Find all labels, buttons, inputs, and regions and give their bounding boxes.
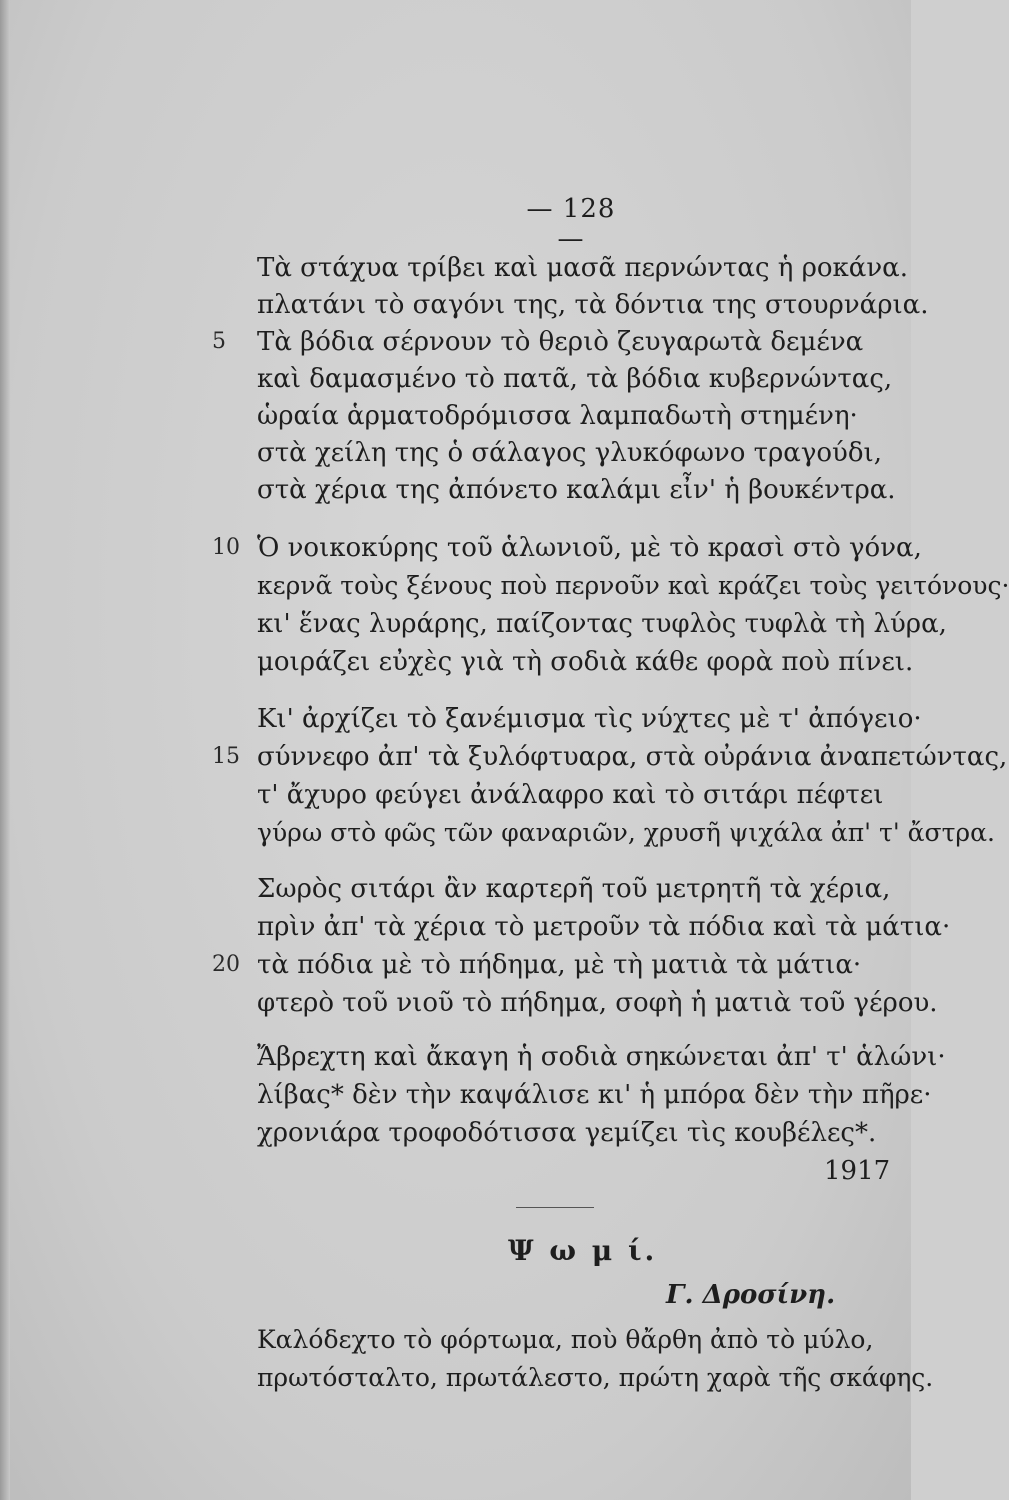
verse-line: κι' ἕνας λυράρης, παίζοντας τυφλὸς τυφλὰ τὴ λύρα, xyxy=(257,609,947,639)
poem-author: Γ. Δροσίνη. xyxy=(666,1280,836,1310)
verse-line: Τὰ στάχυα τρίβει καὶ μασᾶ περνώντας ἡ ροκάνα. xyxy=(257,253,908,283)
verse-line: πρωτόσταλτο, πρωτάλεστο, πρώτη χαρὰ τῆς σκάφης. xyxy=(257,1363,934,1392)
verse-line: καὶ δαμασμένο τὸ πατᾶ, τὰ βόδια κυβερνώντας, xyxy=(257,364,893,394)
verse-line: Ὁ νοικοκύρης τοῦ ἁλωνιοῦ, μὲ τὸ κρασὶ στὸ γόνα, xyxy=(257,533,922,563)
verse-line: κερνᾶ τοὺς ξένους ποὺ περνοῦν καὶ κράζει τοὺς γειτόνους· xyxy=(257,571,1009,600)
verse-line: γύρω στὸ φῶς τῶν φαναριῶν, χρυσῆ ψιχάλα ἀπ' τ' ἄστρα. xyxy=(257,818,995,847)
verse-line: πρὶν ἀπ' τὰ χέρια τὸ μετροῦν τὰ πόδια καὶ τὰ μάτια· xyxy=(257,912,951,942)
section-divider xyxy=(516,1207,594,1208)
verse-line: τ' ἄχυρο φεύγει ἀνάλαφρο καὶ τὸ σιτάρι πέφτει xyxy=(257,780,884,810)
verse-line: στὰ χείλη της ὁ σάλαγος γλυκόφωνο τραγούδι, xyxy=(257,438,882,468)
verse-line: Σωρὸς σιτάρι ἂν καρτερῆ τοῦ μετρητῆ τὰ χέρια, xyxy=(257,874,891,904)
verse-line: Ἄβρεχτη καὶ ἄκαγη ἡ σοδιὰ σηκώνεται ἀπ' τ' ἁλώνι· xyxy=(257,1042,946,1072)
verse-line: στὰ χέρια της ἀπόνετο καλάμι εἶν' ἡ βουκέντρα. xyxy=(257,475,896,505)
verse-line: ὡραία ἁρματοδρόμισσα λαμπαδωτὴ στημένη· xyxy=(257,401,858,431)
line-number: 5 xyxy=(212,329,226,354)
verse-line: Τὰ βόδια σέρνουν τὸ θεριὸ ζευγαρωτὰ δεμένα xyxy=(257,327,864,357)
verse-line: Καλόδεχτο τὸ φόρτωμα, ποὺ θἄρθη ἀπὸ τὸ μύλο, xyxy=(257,1325,874,1354)
verse-line: σύννεφο ἀπ' τὰ ξυλόφτυαρα, στὰ οὐράνια ἀναπετώντας, xyxy=(257,742,1008,772)
verse-line: λίβας* δὲν τὴν καψάλισε κι' ἡ μπόρα δὲν τὴν πῆρε· xyxy=(257,1080,932,1110)
line-number: 15 xyxy=(212,744,240,769)
verse-line: Κι' ἀρχίζει τὸ ξανέμισμα τὶς νύχτες μὲ τ' ἀπόγειο· xyxy=(257,704,922,734)
verse-line: μοιράζει εὐχὲς γιὰ τὴ σοδιὰ κάθε φορὰ ποὺ πίνει. xyxy=(257,647,914,677)
page-spine-shadow xyxy=(0,0,10,1500)
verse-line: τὰ πόδια μὲ τὸ πήδημα, μὲ τὴ ματιὰ τὰ μάτια· xyxy=(257,950,862,980)
verse-line: φτερὸ τοῦ νιοῦ τὸ πήδημα, σοφὴ ἡ ματιὰ τοῦ γέρου. xyxy=(257,988,938,1018)
page-number: — 128 — xyxy=(526,194,616,254)
poem-title: Ψ ω μ ί. xyxy=(508,1234,658,1267)
line-number: 20 xyxy=(212,952,240,977)
verse-line: χρονιάρα τροφοδότισσα γεμίζει τὶς κουβέλες*. xyxy=(257,1118,877,1148)
verse-line: πλατάνι τὸ σαγόνι της, τὰ δόντια της στουρνάρια. xyxy=(257,290,929,320)
poem-year: 1917 xyxy=(824,1156,891,1186)
line-number: 10 xyxy=(212,535,240,560)
